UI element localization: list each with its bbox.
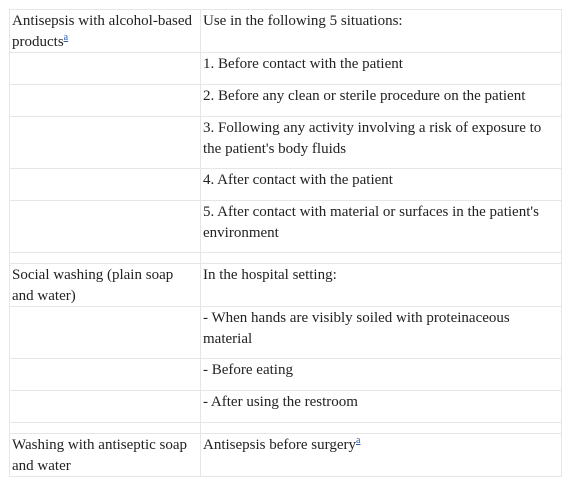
table-cell-indication: - Before eating <box>201 359 562 391</box>
table-cell-indication: In the hospital setting: <box>201 264 562 307</box>
table-row <box>10 391 562 423</box>
table-cell-indication: Use in the following 5 situations: <box>201 10 562 53</box>
table-cell-empty <box>10 117 201 169</box>
table-cell-method <box>10 10 201 53</box>
table-cell-empty <box>10 85 201 117</box>
table-row <box>10 10 562 53</box>
table-row <box>10 307 562 359</box>
table-cell-method: Social washing (plain soap and water) <box>10 264 201 307</box>
table-cell-indication: 3. Following any activity involving a risk of exposure to the patient's body fluids <box>201 117 562 169</box>
table-row <box>10 85 562 117</box>
table-cell-empty <box>10 201 201 253</box>
indication-antiseptic: Antisepsis before surgery <box>203 437 357 453</box>
table-cell-empty <box>10 307 201 359</box>
table-cell-indication: 1. Before contact with the patient <box>201 53 562 85</box>
footnote-link[interactable]: a <box>356 435 361 446</box>
table-row <box>10 201 562 253</box>
method-label-alcohol: Antisepsis with alcohol-based products <box>12 13 192 50</box>
table-spacer-row <box>10 423 562 434</box>
table-row <box>10 264 562 307</box>
table-cell-empty <box>10 391 201 423</box>
footnote-link[interactable]: a <box>63 31 69 43</box>
table-cell-indication: 4. After contact with the patient <box>201 169 562 201</box>
table-cell-empty <box>10 53 201 85</box>
table-row <box>10 53 562 85</box>
table-cell-indication: - When hands are visibly soiled with proteinaceous material <box>201 307 562 359</box>
table-cell-indication <box>201 434 562 477</box>
table-row <box>10 359 562 391</box>
table-cell-empty <box>10 169 201 201</box>
table-row <box>10 117 562 169</box>
table-row <box>10 434 562 477</box>
table-cell-empty <box>10 359 201 391</box>
hand-hygiene-table <box>9 9 562 477</box>
table-cell-indication: 2. Before any clean or sterile procedure on the patient <box>201 85 562 117</box>
table-cell-indication: - After using the restroom <box>201 391 562 423</box>
table-cell-indication: 5. After contact with material or surfaces in the patient's environment <box>201 201 562 253</box>
table-spacer-row <box>10 253 562 264</box>
table-cell-method: Washing with antiseptic soap and water <box>10 434 201 477</box>
table-row <box>10 169 562 201</box>
